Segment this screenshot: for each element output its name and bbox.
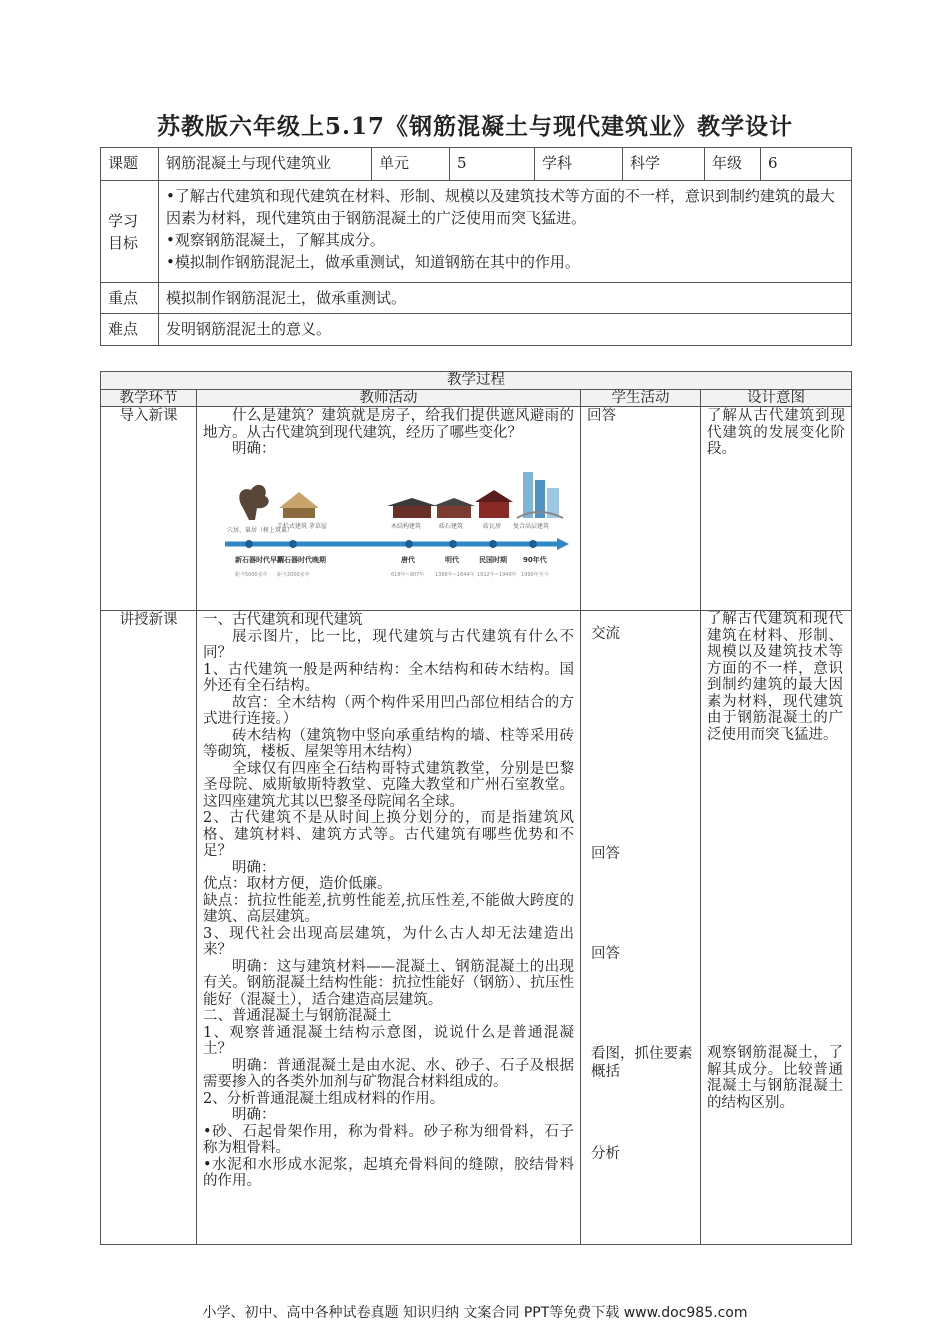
design-intent: 观察钢筋混凝土，了解其成分。比较普通混凝土与钢筋混凝土的结构区别。 [707,1045,843,1111]
timeline-image [221,470,571,600]
unit-label: 单元 [372,148,450,181]
student-activity: 回答 [591,846,620,862]
objective-item: •模拟制作钢筋混泥土，做承重测试，知道钢筋在其中的作用。 [166,253,580,271]
period-label: 民国时期 [479,555,507,564]
date-label: 1368年~1644年 [435,571,475,578]
lesson-value: 钢筋混凝土与现代建筑业 [159,148,372,181]
student-activity-main [581,611,701,1245]
stage-intro: 导入新课 [101,407,197,611]
difficulty-value: 发明钢筋混泥土的意义。 [159,314,852,346]
date-label: 距今2000多年 [277,571,310,578]
subject-label: 学科 [535,148,623,181]
period-label: 90年代 [523,555,547,564]
period-label: 新石器时代晚期 [277,555,326,564]
column-header: 设计意图 [701,389,852,407]
objectives-list [159,181,852,283]
upper-label: 砖石建筑 [439,522,464,530]
lesson-info-table [100,147,852,346]
date-label: 1912年~1949年 [477,571,517,578]
footer-text: 小学、初中、高中各种试卷真题 知识归纳 文案合同 PPT等免费下载 www.doc985.com [202,1305,748,1321]
page-title: 苏教版六年级上5.17《钢筋混凝土与现代建筑业》教学设计 [156,113,794,140]
objective-item: •观察钢筋混凝土，了解其成分。 [166,231,385,249]
period-label: 明代 [445,555,459,564]
design-intent: 了解古代建筑和现代建筑在材料、形制、规模以及建筑技术等方面的不一样，意识到制约建筑的最大因素为材料，现代建筑由于钢筋混凝土的广泛使用而突飞猛进。 [707,611,843,743]
subject-value: 科学 [623,148,705,181]
key-label: 重点 [101,283,159,314]
objectives-label: 学习 目标 [101,181,159,283]
date-label: 距今5000多年 [235,571,268,578]
design-intent-intro: 了解从古代建筑到现代建筑的发展变化阶段。 [701,407,852,611]
lesson-label: 课题 [101,148,159,181]
student-activity: 交流 [591,626,620,642]
student-activity-intro: 回答 [581,407,701,611]
upper-label: 砖瓦房 [483,522,502,530]
upper-label: 干栏式建筑 茅草屋 [277,522,327,530]
upper-label: 木结构建筑 [391,522,422,530]
period-label: 唐代 [401,555,415,564]
column-header: 教学环节 [101,389,197,407]
student-activity: 分析 [591,1146,620,1162]
period-label: 新石器时代早期 [235,555,284,564]
teaching-process-table [100,371,852,1245]
upper-label: 复合高层建筑 [513,522,550,530]
unit-value: 5 [450,148,535,181]
grade-value: 6 [761,148,852,181]
date-label: 1990年至今 [521,571,549,578]
column-header: 学生活动 [581,389,701,407]
stage-main: 讲授新课 [101,611,197,1245]
column-header: 教师活动 [197,389,581,407]
student-activity: 回答 [591,946,620,962]
process-header: 教学过程 [101,372,852,390]
teacher-activity-intro: 什么是建筑？建筑就是房子，给我们提供遮风避雨的地方。从古代建筑到现代建筑，经历了哪些变化？ 明确： 穴居、巢居（树上筑巢） 干栏式建筑 茅草屋 木结构建筑 砖石建筑 砖瓦房 复合高层建筑 新石器时代早期 新石器时代晚期 唐代 明代 民国时期 90年代 距今5000多年 距今2000多年 618年~907年 1368年~1644年 1912年~1949年 1990年至今 [197,407,581,611]
design-intent-main [701,611,852,1245]
architecture-timeline-figure [221,470,574,605]
teacher-activity-main: 一、古代建筑和现代建筑 展示图片，比一比，现代建筑与古代建筑有什么不同？ 1、古代建筑一般是两种结构：全木结构和砖木结构。国外还有全石结构。 故宫：全木结构（两个构件采用凹凸部位相结合的方式进行连接。） 砖木结构（建筑物中竖向承重结构的墙、柱等采用砖等砌筑，楼板、屋架等用木结构） 全球仅有四座全石结构哥特式建筑教堂，分别是巴黎圣母院、威斯敏斯特教堂、克隆大教堂和广州石室教堂。这四座建筑尤其以巴黎圣母院闻名全球。 2、古代建筑不是从时间上换分划分的，而是指建筑风格、建筑材料、建筑方式等。古代建筑有哪些优势和不足？ 明确： 优点：取材方便，造价低廉。 缺点：抗拉性能差,抗剪性能差,抗压性差,不能做大跨度的建筑、高层建筑。 3、现代社会出现高层建筑，为什么古人却无法建造出来？ 明确：这与建筑材料——混凝土、钢筋混凝土的出现有关。钢筋混凝土结构性能：抗拉性能好（钢筋）、抗压性能好（混凝土），适合建造高层建筑。 二、普通混凝土与钢筋混凝土 1、观察普通混凝土结构示意图，说说什么是普通混凝土？ 明确：普通混凝土是由水泥、水、砂子、石子及根据需要掺入的各类外加剂与矿物混合材料组成的。 2、分析普通混凝土组成材料的作用。 明确： •砂、石起骨架作用，称为骨料。砂子称为细骨料，石子称为粗骨料。 •水泥和水形成水泥浆，起填充骨料间的缝隙，胶结骨料的作用。 [197,611,581,1245]
upper-label: 穴居、巢居（树上筑巢） [227,526,294,534]
grade-label: 年级 [705,148,761,181]
difficulty-label: 难点 [101,314,159,346]
date-label: 618年~907年 [391,571,425,578]
student-activity: 看图，抓住要素概括 [591,1046,693,1080]
key-value: 模拟制作钢筋混泥土，做承重测试。 [159,283,852,314]
objective-item: •了解古代建筑和现代建筑在材料、形制、规模以及建筑技术等方面的不一样，意识到制约建筑的最大因素为材料，现代建筑由于钢筋混凝土的广泛使用而突飞猛进。 [166,187,835,227]
